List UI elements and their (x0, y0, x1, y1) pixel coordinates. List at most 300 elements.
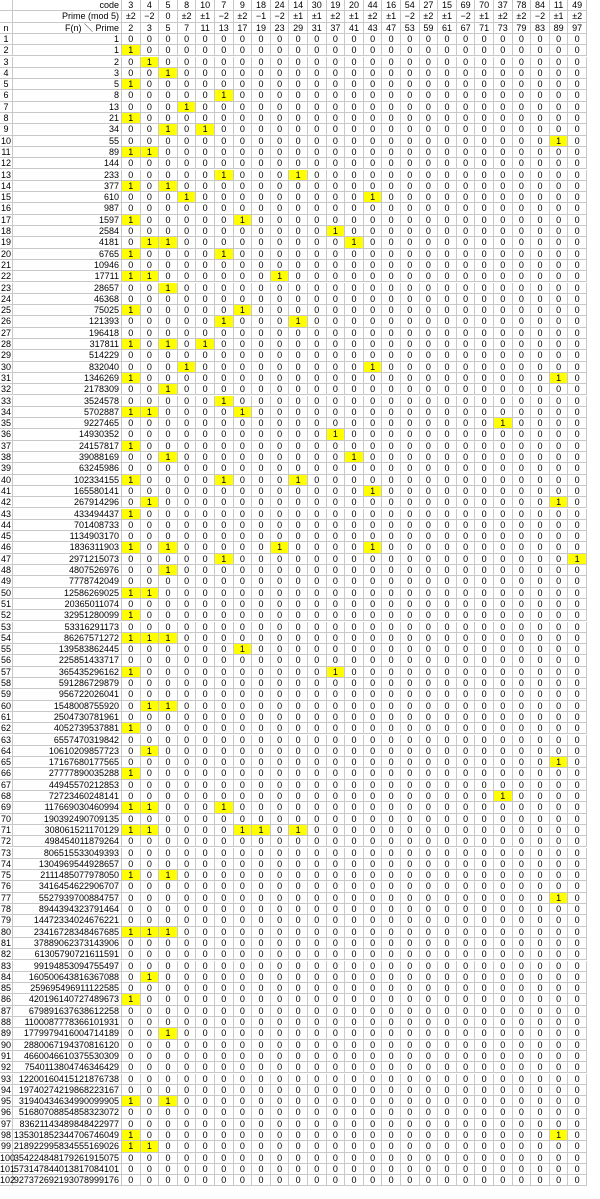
matrix-cell[interactable]: 0 (438, 497, 457, 508)
matrix-cell[interactable]: 0 (271, 644, 290, 655)
matrix-cell[interactable]: 0 (494, 554, 513, 565)
matrix-cell[interactable]: 0 (457, 994, 476, 1005)
matrix-cell[interactable]: 0 (401, 34, 420, 45)
matrix-cell[interactable]: 0 (364, 712, 383, 723)
matrix-cell[interactable]: 0 (289, 610, 308, 621)
row-index[interactable]: 19 (0, 237, 11, 248)
matrix-cell[interactable]: 0 (531, 791, 550, 802)
matrix-cell[interactable]: 0 (196, 938, 215, 949)
matrix-cell[interactable]: 1 (141, 407, 160, 418)
matrix-cell[interactable]: 0 (196, 136, 215, 147)
matrix-cell[interactable]: 0 (457, 124, 476, 135)
matrix-cell[interactable]: 1 (550, 373, 569, 384)
matrix-cell[interactable]: 0 (382, 1141, 401, 1152)
matrix-cell[interactable]: 0 (234, 938, 253, 949)
matrix-cell[interactable]: 0 (513, 362, 532, 373)
row-index[interactable]: 27 (0, 327, 11, 338)
row-index[interactable]: 41 (0, 485, 11, 496)
matrix-cell[interactable]: 0 (252, 1051, 271, 1062)
matrix-cell[interactable]: 0 (234, 1006, 253, 1017)
matrix-cell[interactable]: 0 (308, 1175, 327, 1186)
matrix-cell[interactable]: 0 (159, 1051, 178, 1062)
matrix-cell[interactable]: 0 (401, 938, 420, 949)
matrix-cell[interactable]: 0 (494, 1062, 513, 1073)
matrix-cell[interactable]: 0 (178, 328, 197, 339)
matrix-cell[interactable]: 0 (308, 226, 327, 237)
matrix-cell[interactable]: 0 (215, 147, 234, 158)
matrix-cell[interactable]: 0 (345, 45, 364, 56)
matrix-cell[interactable]: 0 (234, 949, 253, 960)
matrix-cell[interactable]: 0 (234, 203, 253, 214)
matrix-cell[interactable]: 0 (141, 961, 160, 972)
matrix-cell[interactable]: 0 (271, 79, 290, 90)
row-index[interactable]: 86 (0, 994, 11, 1005)
matrix-cell[interactable]: 0 (568, 701, 587, 712)
matrix-cell[interactable]: 0 (327, 757, 346, 768)
matrix-cell[interactable]: 0 (550, 836, 569, 847)
fib-value[interactable]: 233 (13, 170, 122, 181)
matrix-cell[interactable]: 0 (327, 452, 346, 463)
matrix-cell[interactable]: 0 (308, 554, 327, 565)
matrix-cell[interactable]: 0 (178, 124, 197, 135)
matrix-cell[interactable]: 0 (531, 68, 550, 79)
matrix-cell[interactable]: 0 (327, 1164, 346, 1175)
matrix-cell[interactable]: 0 (122, 836, 141, 847)
matrix-cell[interactable]: 0 (513, 237, 532, 248)
matrix-cell[interactable]: 0 (457, 463, 476, 474)
matrix-cell[interactable]: 1 (364, 192, 383, 203)
matrix-cell[interactable]: 0 (494, 983, 513, 994)
matrix-cell[interactable]: 0 (345, 294, 364, 305)
matrix-cell[interactable]: 0 (401, 735, 420, 746)
matrix-cell[interactable]: 1 (289, 316, 308, 327)
matrix-cell[interactable]: 0 (438, 1062, 457, 1073)
matrix-cell[interactable]: 0 (122, 384, 141, 395)
matrix-cell[interactable]: 0 (252, 283, 271, 294)
fib-value[interactable]: 1548008755920 (13, 701, 122, 712)
matrix-cell[interactable]: 0 (457, 576, 476, 587)
matrix-cell[interactable]: 0 (568, 893, 587, 904)
matrix-cell[interactable]: 0 (252, 463, 271, 474)
matrix-cell[interactable]: 0 (159, 644, 178, 655)
row-index[interactable]: 39 (0, 463, 11, 474)
matrix-cell[interactable]: 0 (364, 927, 383, 938)
matrix-cell[interactable]: 0 (159, 949, 178, 960)
matrix-cell[interactable]: 0 (401, 373, 420, 384)
matrix-cell[interactable]: 0 (550, 1074, 569, 1085)
matrix-cell[interactable]: 0 (401, 328, 420, 339)
matrix-cell[interactable]: 1 (159, 339, 178, 350)
matrix-cell[interactable]: 0 (308, 362, 327, 373)
matrix-cell[interactable]: 0 (457, 1119, 476, 1130)
matrix-cell[interactable]: 0 (568, 915, 587, 926)
matrix-cell[interactable]: 0 (420, 994, 439, 1005)
header-prime-cell[interactable]: 89 (550, 23, 569, 34)
matrix-cell[interactable]: 0 (475, 57, 494, 68)
matrix-cell[interactable]: 0 (159, 475, 178, 486)
matrix-cell[interactable]: 0 (345, 915, 364, 926)
matrix-cell[interactable]: 0 (196, 791, 215, 802)
matrix-cell[interactable]: 0 (141, 870, 160, 881)
matrix-cell[interactable]: 0 (513, 57, 532, 68)
matrix-cell[interactable]: 0 (475, 418, 494, 429)
matrix-cell[interactable]: 1 (141, 633, 160, 644)
matrix-cell[interactable]: 0 (531, 271, 550, 282)
fib-value[interactable]: 17711 (13, 271, 122, 282)
matrix-cell[interactable]: 0 (550, 68, 569, 79)
matrix-cell[interactable]: 0 (271, 373, 290, 384)
matrix-cell[interactable]: 0 (457, 780, 476, 791)
matrix-cell[interactable]: 0 (215, 949, 234, 960)
matrix-cell[interactable]: 0 (252, 215, 271, 226)
matrix-cell[interactable]: 0 (215, 746, 234, 757)
matrix-cell[interactable]: 0 (122, 1085, 141, 1096)
matrix-cell[interactable]: 0 (345, 904, 364, 915)
matrix-cell[interactable]: 0 (289, 181, 308, 192)
fib-value[interactable]: 2971215073 (13, 554, 122, 565)
matrix-cell[interactable]: 0 (178, 1164, 197, 1175)
matrix-cell[interactable]: 0 (401, 994, 420, 1005)
matrix-cell[interactable]: 0 (475, 147, 494, 158)
matrix-cell[interactable]: 0 (494, 961, 513, 972)
matrix-cell[interactable]: 0 (141, 1085, 160, 1096)
matrix-cell[interactable]: 0 (252, 249, 271, 260)
matrix-cell[interactable]: 0 (141, 339, 160, 350)
matrix-cell[interactable]: 0 (159, 825, 178, 836)
matrix-cell[interactable]: 0 (159, 1164, 178, 1175)
matrix-cell[interactable]: 0 (178, 1006, 197, 1017)
matrix-cell[interactable]: 0 (159, 599, 178, 610)
matrix-cell[interactable]: 0 (141, 1074, 160, 1085)
matrix-cell[interactable]: 0 (475, 757, 494, 768)
matrix-cell[interactable]: 0 (178, 531, 197, 542)
matrix-cell[interactable]: 0 (289, 339, 308, 350)
matrix-cell[interactable]: 0 (308, 757, 327, 768)
matrix-cell[interactable]: 0 (457, 678, 476, 689)
matrix-cell[interactable]: 0 (531, 531, 550, 542)
matrix-cell[interactable]: 0 (345, 192, 364, 203)
matrix-cell[interactable]: 0 (252, 328, 271, 339)
header-code-cell[interactable]: 18 (252, 0, 271, 11)
matrix-cell[interactable]: 0 (438, 678, 457, 689)
matrix-cell[interactable]: 0 (438, 509, 457, 520)
fib-value[interactable]: 83621143489848422977 (13, 1119, 122, 1130)
matrix-cell[interactable]: 0 (457, 554, 476, 565)
matrix-cell[interactable]: 0 (345, 542, 364, 553)
row-index[interactable]: 93 (0, 1073, 11, 1084)
matrix-cell[interactable]: 0 (401, 463, 420, 474)
row-index[interactable]: 20 (0, 248, 11, 259)
matrix-cell[interactable]: 0 (494, 678, 513, 689)
matrix-cell[interactable]: 0 (345, 1006, 364, 1017)
matrix-cell[interactable]: 0 (234, 68, 253, 79)
matrix-cell[interactable]: 0 (252, 113, 271, 124)
matrix-cell[interactable]: 0 (196, 757, 215, 768)
matrix-cell[interactable]: 0 (252, 927, 271, 938)
matrix-cell[interactable]: 0 (420, 689, 439, 700)
matrix-cell[interactable]: 0 (457, 622, 476, 633)
matrix-cell[interactable]: 0 (234, 520, 253, 531)
matrix-cell[interactable]: 0 (475, 1028, 494, 1039)
matrix-cell[interactable]: 1 (122, 441, 141, 452)
matrix-cell[interactable]: 0 (215, 904, 234, 915)
matrix-cell[interactable]: 0 (401, 1119, 420, 1130)
matrix-cell[interactable]: 0 (308, 271, 327, 282)
matrix-cell[interactable]: 0 (234, 531, 253, 542)
matrix-cell[interactable]: 0 (513, 983, 532, 994)
matrix-cell[interactable]: 0 (438, 576, 457, 587)
matrix-cell[interactable]: 0 (327, 994, 346, 1005)
matrix-cell[interactable]: 0 (364, 407, 383, 418)
matrix-cell[interactable]: 0 (438, 938, 457, 949)
matrix-cell[interactable]: 0 (234, 136, 253, 147)
matrix-cell[interactable]: 0 (141, 859, 160, 870)
matrix-cell[interactable]: 0 (252, 90, 271, 101)
matrix-cell[interactable]: 0 (568, 237, 587, 248)
matrix-cell[interactable]: 0 (494, 113, 513, 124)
matrix-cell[interactable]: 0 (550, 1062, 569, 1073)
matrix-cell[interactable]: 0 (531, 170, 550, 181)
matrix-cell[interactable]: 0 (531, 655, 550, 666)
matrix-cell[interactable]: 0 (122, 497, 141, 508)
matrix-cell[interactable]: 0 (252, 1074, 271, 1085)
matrix-cell[interactable]: 0 (531, 723, 550, 734)
matrix-cell[interactable]: 0 (382, 45, 401, 56)
matrix-cell[interactable]: 0 (475, 170, 494, 181)
matrix-cell[interactable]: 0 (215, 463, 234, 474)
matrix-cell[interactable]: 0 (271, 1130, 290, 1141)
fib-value[interactable]: 365435296162 (13, 667, 122, 678)
matrix-cell[interactable]: 0 (568, 791, 587, 802)
matrix-cell[interactable]: 0 (159, 1040, 178, 1051)
matrix-cell[interactable]: 0 (568, 1017, 587, 1028)
matrix-cell[interactable]: 0 (271, 757, 290, 768)
matrix-cell[interactable]: 0 (271, 768, 290, 779)
matrix-cell[interactable]: 0 (364, 68, 383, 79)
fib-value[interactable]: 956722026041 (13, 689, 122, 700)
matrix-cell[interactable]: 0 (550, 407, 569, 418)
matrix-cell[interactable]: 0 (513, 520, 532, 531)
matrix-cell[interactable]: 0 (252, 588, 271, 599)
matrix-cell[interactable]: 0 (568, 271, 587, 282)
matrix-cell[interactable]: 0 (141, 1107, 160, 1118)
matrix-cell[interactable]: 0 (141, 192, 160, 203)
matrix-cell[interactable]: 0 (141, 452, 160, 463)
matrix-cell[interactable]: 0 (178, 57, 197, 68)
matrix-cell[interactable]: 0 (159, 1153, 178, 1164)
matrix-cell[interactable]: 0 (364, 113, 383, 124)
matrix-cell[interactable]: 0 (364, 848, 383, 859)
matrix-cell[interactable]: 0 (364, 396, 383, 407)
matrix-cell[interactable]: 0 (531, 542, 550, 553)
matrix-cell[interactable]: 0 (308, 1164, 327, 1175)
matrix-cell[interactable]: 0 (271, 1006, 290, 1017)
matrix-cell[interactable]: 0 (382, 192, 401, 203)
matrix-cell[interactable]: 0 (531, 283, 550, 294)
matrix-cell[interactable]: 0 (159, 667, 178, 678)
matrix-cell[interactable]: 0 (457, 1107, 476, 1118)
matrix-cell[interactable]: 0 (401, 723, 420, 734)
matrix-cell[interactable]: 0 (308, 170, 327, 181)
matrix-cell[interactable]: 1 (122, 1130, 141, 1141)
matrix-cell[interactable]: 0 (196, 215, 215, 226)
matrix-cell[interactable]: 0 (122, 701, 141, 712)
matrix-cell[interactable]: 0 (401, 226, 420, 237)
matrix-cell[interactable]: 1 (178, 102, 197, 113)
matrix-cell[interactable]: 0 (438, 373, 457, 384)
matrix-cell[interactable]: 0 (457, 328, 476, 339)
matrix-cell[interactable]: 0 (531, 983, 550, 994)
row-index[interactable]: 101 (0, 1163, 16, 1174)
matrix-cell[interactable]: 0 (159, 994, 178, 1005)
matrix-cell[interactable]: 0 (364, 757, 383, 768)
matrix-cell[interactable]: 0 (271, 249, 290, 260)
matrix-cell[interactable]: 0 (141, 915, 160, 926)
matrix-cell[interactable]: 0 (550, 1028, 569, 1039)
matrix-cell[interactable]: 1 (159, 1096, 178, 1107)
matrix-cell[interactable]: 0 (513, 848, 532, 859)
matrix-cell[interactable]: 0 (382, 350, 401, 361)
matrix-cell[interactable]: 0 (513, 396, 532, 407)
matrix-cell[interactable]: 0 (401, 407, 420, 418)
matrix-cell[interactable]: 0 (550, 486, 569, 497)
matrix-cell[interactable]: 0 (252, 452, 271, 463)
matrix-cell[interactable]: 0 (196, 1017, 215, 1028)
matrix-cell[interactable]: 0 (122, 237, 141, 248)
matrix-cell[interactable]: 0 (234, 667, 253, 678)
matrix-cell[interactable]: 0 (568, 509, 587, 520)
fib-value[interactable]: 832040 (13, 362, 122, 373)
matrix-cell[interactable]: 0 (215, 305, 234, 316)
matrix-cell[interactable]: 0 (345, 1141, 364, 1152)
matrix-cell[interactable]: 0 (196, 836, 215, 847)
matrix-cell[interactable]: 0 (327, 723, 346, 734)
matrix-cell[interactable]: 0 (308, 836, 327, 847)
matrix-cell[interactable]: 0 (531, 1017, 550, 1028)
fib-value[interactable]: 433494437 (13, 509, 122, 520)
matrix-cell[interactable]: 0 (420, 802, 439, 813)
matrix-cell[interactable]: 0 (420, 407, 439, 418)
matrix-cell[interactable]: 0 (382, 542, 401, 553)
matrix-cell[interactable]: 0 (364, 1119, 383, 1130)
matrix-cell[interactable]: 0 (382, 305, 401, 316)
matrix-cell[interactable]: 0 (568, 181, 587, 192)
matrix-cell[interactable]: 0 (550, 181, 569, 192)
matrix-cell[interactable]: 0 (122, 622, 141, 633)
matrix-cell[interactable]: 0 (327, 350, 346, 361)
matrix-cell[interactable]: 0 (289, 328, 308, 339)
matrix-cell[interactable]: 0 (178, 588, 197, 599)
matrix-cell[interactable]: 0 (252, 1006, 271, 1017)
matrix-cell[interactable]: 0 (364, 938, 383, 949)
matrix-cell[interactable]: 0 (234, 1085, 253, 1096)
matrix-cell[interactable]: 0 (457, 136, 476, 147)
matrix-cell[interactable]: 0 (568, 170, 587, 181)
matrix-cell[interactable]: 1 (122, 870, 141, 881)
matrix-cell[interactable]: 0 (122, 226, 141, 237)
matrix-cell[interactable]: 0 (438, 441, 457, 452)
matrix-cell[interactable]: 1 (122, 667, 141, 678)
matrix-cell[interactable]: 0 (494, 633, 513, 644)
row-index[interactable]: 88 (0, 1017, 11, 1027)
matrix-cell[interactable]: 0 (364, 294, 383, 305)
matrix-cell[interactable]: 0 (457, 1074, 476, 1085)
matrix-cell[interactable]: 0 (438, 136, 457, 147)
matrix-cell[interactable]: 0 (252, 836, 271, 847)
matrix-cell[interactable]: 0 (178, 825, 197, 836)
matrix-cell[interactable]: 0 (345, 848, 364, 859)
matrix-cell[interactable]: 0 (531, 893, 550, 904)
matrix-cell[interactable]: 0 (159, 814, 178, 825)
matrix-cell[interactable]: 0 (196, 1119, 215, 1130)
matrix-cell[interactable]: 1 (159, 542, 178, 553)
matrix-cell[interactable]: 0 (234, 328, 253, 339)
matrix-cell[interactable]: 0 (327, 735, 346, 746)
matrix-cell[interactable]: 1 (159, 927, 178, 938)
matrix-cell[interactable]: 0 (513, 904, 532, 915)
matrix-cell[interactable]: 0 (141, 90, 160, 101)
matrix-cell[interactable]: 0 (550, 655, 569, 666)
matrix-cell[interactable]: 0 (364, 271, 383, 282)
matrix-cell[interactable]: 0 (327, 983, 346, 994)
matrix-cell[interactable]: 0 (568, 192, 587, 203)
matrix-cell[interactable]: 0 (382, 655, 401, 666)
matrix-cell[interactable]: 0 (457, 429, 476, 440)
matrix-cell[interactable]: 0 (382, 949, 401, 960)
matrix-cell[interactable]: 0 (568, 226, 587, 237)
matrix-cell[interactable]: 0 (271, 486, 290, 497)
matrix-cell[interactable]: 0 (308, 520, 327, 531)
matrix-cell[interactable]: 0 (289, 283, 308, 294)
matrix-cell[interactable]: 0 (550, 1119, 569, 1130)
matrix-cell[interactable]: 1 (122, 927, 141, 938)
matrix-cell[interactable]: 0 (531, 1062, 550, 1073)
matrix-cell[interactable]: 0 (252, 802, 271, 813)
matrix-cell[interactable]: 0 (364, 622, 383, 633)
matrix-cell[interactable]: 0 (438, 1130, 457, 1141)
matrix-cell[interactable]: 0 (327, 1085, 346, 1096)
fib-value[interactable]: 61305790721611591 (13, 949, 122, 960)
matrix-cell[interactable]: 0 (271, 158, 290, 169)
matrix-cell[interactable]: 0 (141, 667, 160, 678)
matrix-cell[interactable]: 0 (141, 362, 160, 373)
matrix-cell[interactable]: 0 (196, 384, 215, 395)
matrix-cell[interactable]: 0 (438, 90, 457, 101)
matrix-cell[interactable]: 0 (457, 701, 476, 712)
matrix-cell[interactable]: 0 (234, 350, 253, 361)
matrix-cell[interactable]: 0 (234, 90, 253, 101)
matrix-cell[interactable]: 0 (420, 486, 439, 497)
matrix-cell[interactable]: 0 (494, 757, 513, 768)
matrix-cell[interactable]: 0 (159, 893, 178, 904)
matrix-cell[interactable]: 0 (178, 1074, 197, 1085)
matrix-cell[interactable]: 0 (289, 915, 308, 926)
matrix-cell[interactable]: 0 (308, 780, 327, 791)
matrix-cell[interactable]: 0 (475, 1085, 494, 1096)
header-prime-mod-cell[interactable]: −1 (252, 11, 271, 22)
matrix-cell[interactable]: 0 (271, 136, 290, 147)
matrix-cell[interactable]: 0 (271, 780, 290, 791)
matrix-cell[interactable]: 0 (550, 1141, 569, 1152)
matrix-cell[interactable]: 0 (215, 113, 234, 124)
matrix-cell[interactable]: 0 (494, 655, 513, 666)
header-prime-mod-cell[interactable]: ±2 (234, 11, 253, 22)
matrix-cell[interactable]: 0 (401, 825, 420, 836)
matrix-cell[interactable]: 0 (178, 1119, 197, 1130)
matrix-cell[interactable]: 0 (401, 655, 420, 666)
matrix-cell[interactable]: 0 (364, 836, 383, 847)
matrix-cell[interactable]: 0 (475, 237, 494, 248)
